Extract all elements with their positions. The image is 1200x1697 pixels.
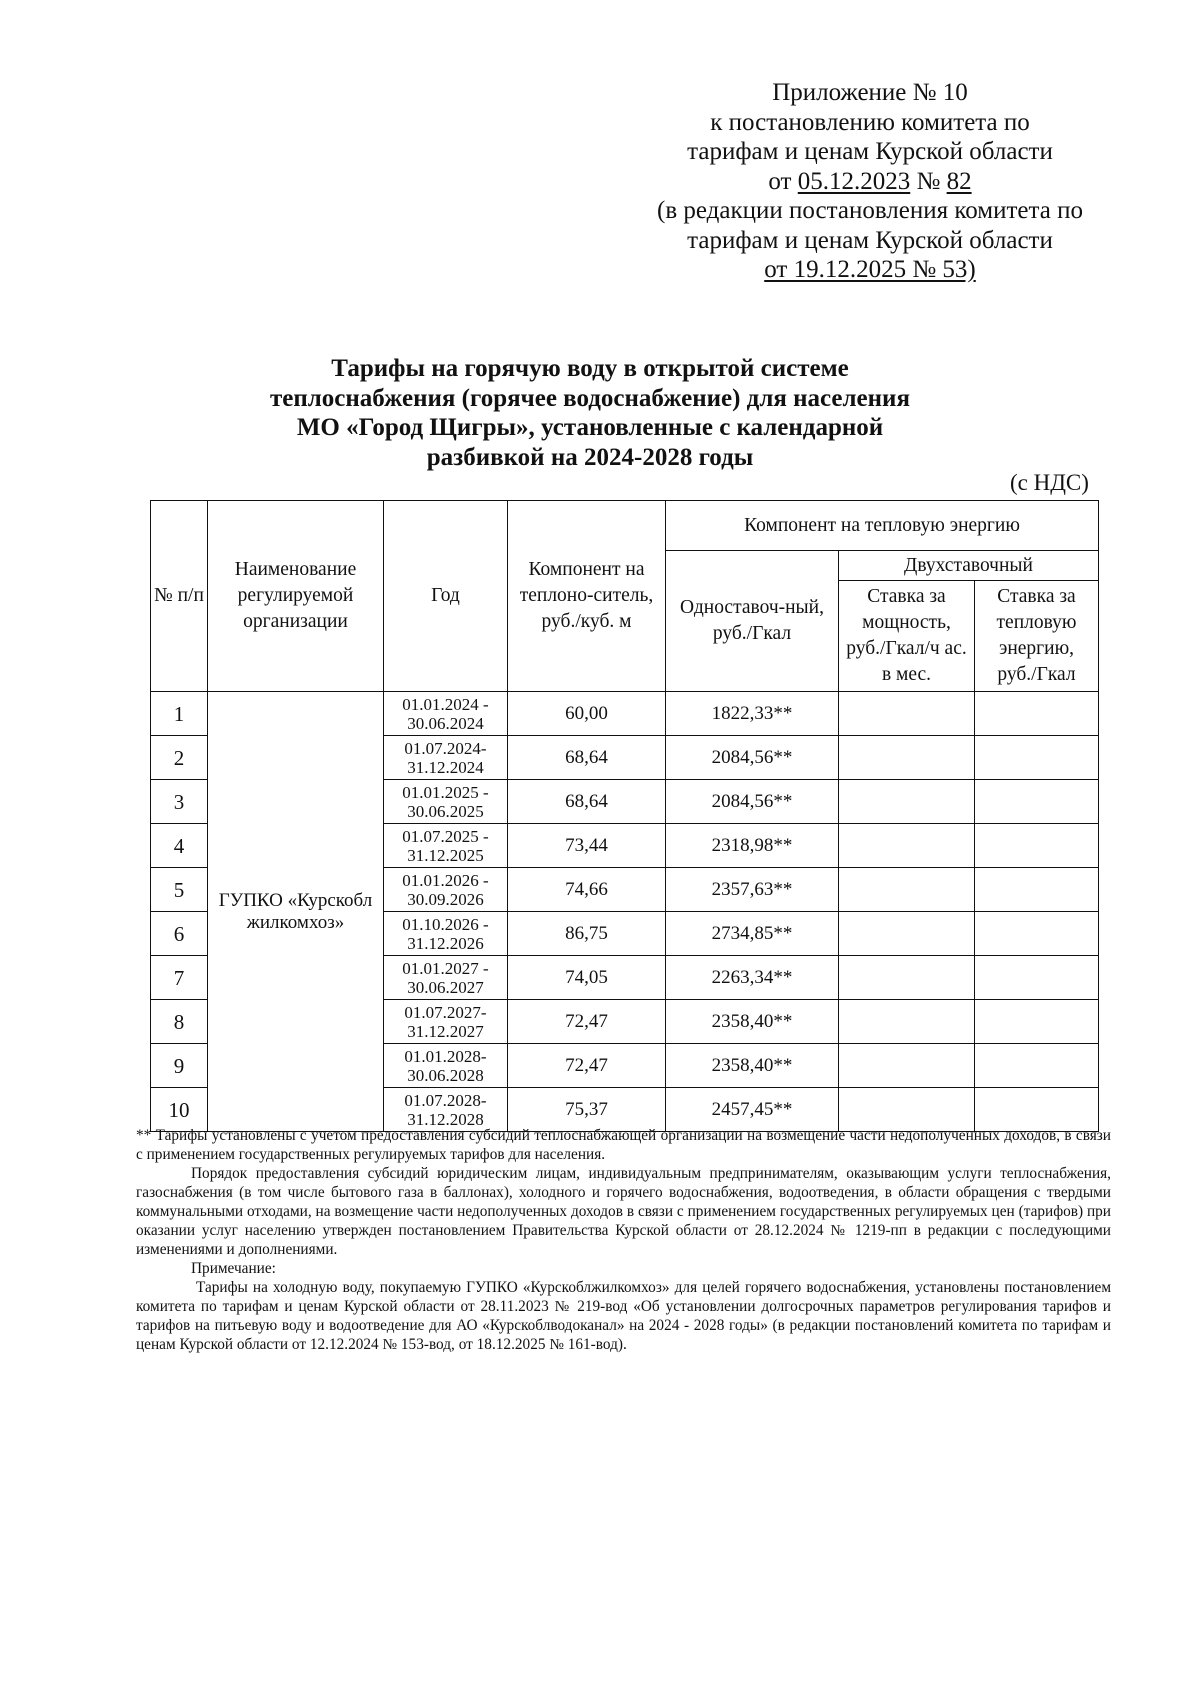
period-end: 31.12.2024 — [407, 757, 484, 777]
carrier-tariff: 68,64 — [508, 780, 666, 824]
single-rate-tariff: 2318,98** — [666, 824, 839, 868]
title-line: теплоснабжения (горячее водоснабжение) для населения — [269, 384, 910, 412]
period-end: 31.12.2025 — [407, 845, 484, 865]
thermal-rate — [975, 912, 1099, 956]
remark-text: Тарифы на холодную воду, покупаемую ГУПКО «Курскоблжилкомхоз» для целей горячего водоснабжения, установлены постановлением комитета по тарифам и ценам Курской области от 28.11.2023 № 219-вод «Об установлении долгосрочных параметров регулирования тарифов и тарифов на питьевую воду и водоотведение для АО «Курскоблводоканал» на 2024 - 2028 годы» (в редакции постановлений комитета по тарифам и ценам Курской области от 12.12.2024 № 153-вод, от 18.12.2025 № 161-вод). — [136, 1279, 1111, 1353]
appendix-line: тарифам и ценам Курской области — [687, 138, 1053, 165]
period-end: 30.06.2027 — [407, 977, 484, 997]
period-end: 30.06.2028 — [407, 1065, 484, 1085]
notes — [136, 1126, 1111, 1354]
single-rate-tariff: 1822,33** — [666, 692, 839, 736]
row-number: 1 — [151, 692, 208, 736]
period-end: 31.12.2028 — [407, 1109, 484, 1129]
header-single-rate: Одноставоч-ный, руб./Гкал — [666, 551, 839, 692]
tariffs-body — [151, 692, 1099, 1132]
row-number: 8 — [151, 1000, 208, 1044]
thermal-rate — [975, 824, 1099, 868]
single-rate-tariff: 2358,40** — [666, 1000, 839, 1044]
period-start: 01.07.2025 - — [402, 826, 489, 846]
header-num: № п/п — [151, 501, 208, 692]
appendix-header — [600, 78, 1140, 285]
title-line: МО «Город Щигры», установленные с календарной — [296, 414, 884, 441]
footnote: ** Тарифы установлены с учетом предоставления субсидий теплоснабжающей организации на возмещение части недополученных доходов, в связи с применением государственных регулируемых тарифов для населения. — [136, 1127, 1111, 1163]
organization-name: ГУПКО «Курскобл жилкомхоз» — [208, 692, 384, 1132]
row-number: 3 — [151, 780, 208, 824]
thermal-rate — [975, 1088, 1099, 1132]
carrier-tariff: 74,66 — [508, 868, 666, 912]
period-end: 30.09.2026 — [407, 889, 484, 909]
appendix-no: № — [910, 167, 947, 195]
carrier-tariff: 86,75 — [508, 912, 666, 956]
remark-label: Примечание: — [191, 1260, 276, 1277]
carrier-tariff: 74,05 — [508, 956, 666, 1000]
thermal-rate — [975, 956, 1099, 1000]
period-start: 01.01.2028- — [404, 1046, 487, 1066]
period-start: 01.01.2025 - — [402, 782, 489, 802]
row-number: 4 — [151, 824, 208, 868]
vat-note: (с НДС) — [1010, 470, 1089, 495]
capacity-rate — [839, 692, 975, 736]
capacity-rate — [839, 824, 975, 868]
appendix-revision: от 19.12.2025 № 53) — [764, 256, 976, 283]
thermal-rate — [975, 736, 1099, 780]
table-row — [151, 692, 1099, 736]
row-number: 10 — [151, 1088, 208, 1132]
single-rate-tariff: 2734,85** — [666, 912, 839, 956]
period-cell — [384, 912, 508, 956]
header-two-part-rate: Двухставочный — [839, 551, 1099, 581]
header-capacity-rate: Ставка за мощность, руб./Гкал/ч ас. в мес. — [839, 581, 975, 692]
period-start: 01.01.2024 - — [402, 694, 489, 714]
capacity-rate — [839, 1000, 975, 1044]
carrier-tariff: 68,64 — [508, 736, 666, 780]
period-cell — [384, 1088, 508, 1132]
tariffs-table — [150, 500, 1099, 1132]
thermal-rate — [975, 1000, 1099, 1044]
single-rate-tariff: 2263,34** — [666, 956, 839, 1000]
period-cell — [384, 956, 508, 1000]
period-end: 31.12.2026 — [407, 933, 484, 953]
period-start: 01.01.2027 - — [402, 958, 489, 978]
appendix-line: (в редакции постановления комитета по — [657, 197, 1083, 224]
appendix-from: от — [768, 167, 798, 195]
appendix-line: тарифам и ценам Курской области — [687, 226, 1053, 254]
period-cell — [384, 692, 508, 736]
carrier-tariff: 60,00 — [508, 692, 666, 736]
appendix-date-line — [600, 167, 1140, 197]
row-number: 5 — [151, 868, 208, 912]
period-start: 01.10.2026 - — [402, 914, 489, 934]
capacity-rate — [839, 736, 975, 780]
capacity-rate — [839, 912, 975, 956]
period-cell — [384, 1000, 508, 1044]
header-thermal-rate: Ставка за тепловую энергию, руб./Гкал — [975, 581, 1099, 692]
subsidy-procedure: Порядок предоставления субсидий юридическим лицам, индивидуальным предпринимателям, оказывающим услуги теплоснабжения, газоснабжения (в том числе бытового газа в баллонах), холодного и горячего водоснабжения, водоотведения, в области обращения с твердыми коммунальными отходами, на возмещение части недополученных доходов в связи с применением государственных регулируемых цен (тарифов) при оказании услуг населению утвержден постановлением Правительства Курской области от 28.12.2024 № 1219-пп в редакции с последующими изменениями и дополнениями. — [136, 1165, 1111, 1258]
period-cell — [384, 824, 508, 868]
carrier-tariff: 75,37 — [508, 1088, 666, 1132]
carrier-tariff: 72,47 — [508, 1000, 666, 1044]
appendix-line: к постановлению комитета по — [710, 108, 1030, 136]
period-end: 31.12.2027 — [407, 1021, 484, 1041]
document-title — [240, 354, 940, 472]
period-cell — [384, 1044, 508, 1088]
single-rate-tariff: 2357,63** — [666, 868, 839, 912]
header-carrier-component: Компонент на теплоно-ситель, руб./куб. м — [508, 501, 666, 692]
period-cell — [384, 780, 508, 824]
capacity-rate — [839, 1044, 975, 1088]
header-organization: Наименование регулируемой организации — [208, 501, 384, 692]
period-end: 30.06.2024 — [407, 713, 484, 733]
capacity-rate — [839, 956, 975, 1000]
period-start: 01.07.2027- — [404, 1002, 487, 1022]
thermal-rate — [975, 692, 1099, 736]
thermal-rate — [975, 1044, 1099, 1088]
capacity-rate — [839, 868, 975, 912]
capacity-rate — [839, 780, 975, 824]
thermal-rate — [975, 780, 1099, 824]
period-start: 01.01.2026 - — [402, 870, 489, 890]
single-rate-tariff: 2358,40** — [666, 1044, 839, 1088]
period-start: 01.07.2024- — [404, 738, 487, 758]
single-rate-tariff: 2084,56** — [666, 780, 839, 824]
single-rate-tariff: 2457,45** — [666, 1088, 839, 1132]
header-year: Год — [384, 501, 508, 692]
row-number: 7 — [151, 956, 208, 1000]
capacity-rate — [839, 1088, 975, 1132]
carrier-tariff: 72,47 — [508, 1044, 666, 1088]
single-rate-tariff: 2084,56** — [666, 736, 839, 780]
title-line: Тарифы на горячую воду в открытой системе — [331, 355, 849, 382]
appendix-title: Приложение № 10 — [772, 79, 968, 106]
appendix-date: 05.12.2023 — [797, 167, 911, 195]
period-end: 30.06.2025 — [407, 801, 484, 821]
row-number: 9 — [151, 1044, 208, 1088]
period-cell — [384, 736, 508, 780]
thermal-rate — [975, 868, 1099, 912]
header-energy-component: Компонент на тепловую энергию — [666, 501, 1099, 551]
row-number: 6 — [151, 912, 208, 956]
title-line: разбивкой на 2024-2028 годы — [426, 443, 754, 471]
row-number: 2 — [151, 736, 208, 780]
carrier-tariff: 73,44 — [508, 824, 666, 868]
period-cell — [384, 868, 508, 912]
appendix-number: 82 — [946, 167, 972, 195]
period-start: 01.07.2028- — [404, 1090, 487, 1110]
